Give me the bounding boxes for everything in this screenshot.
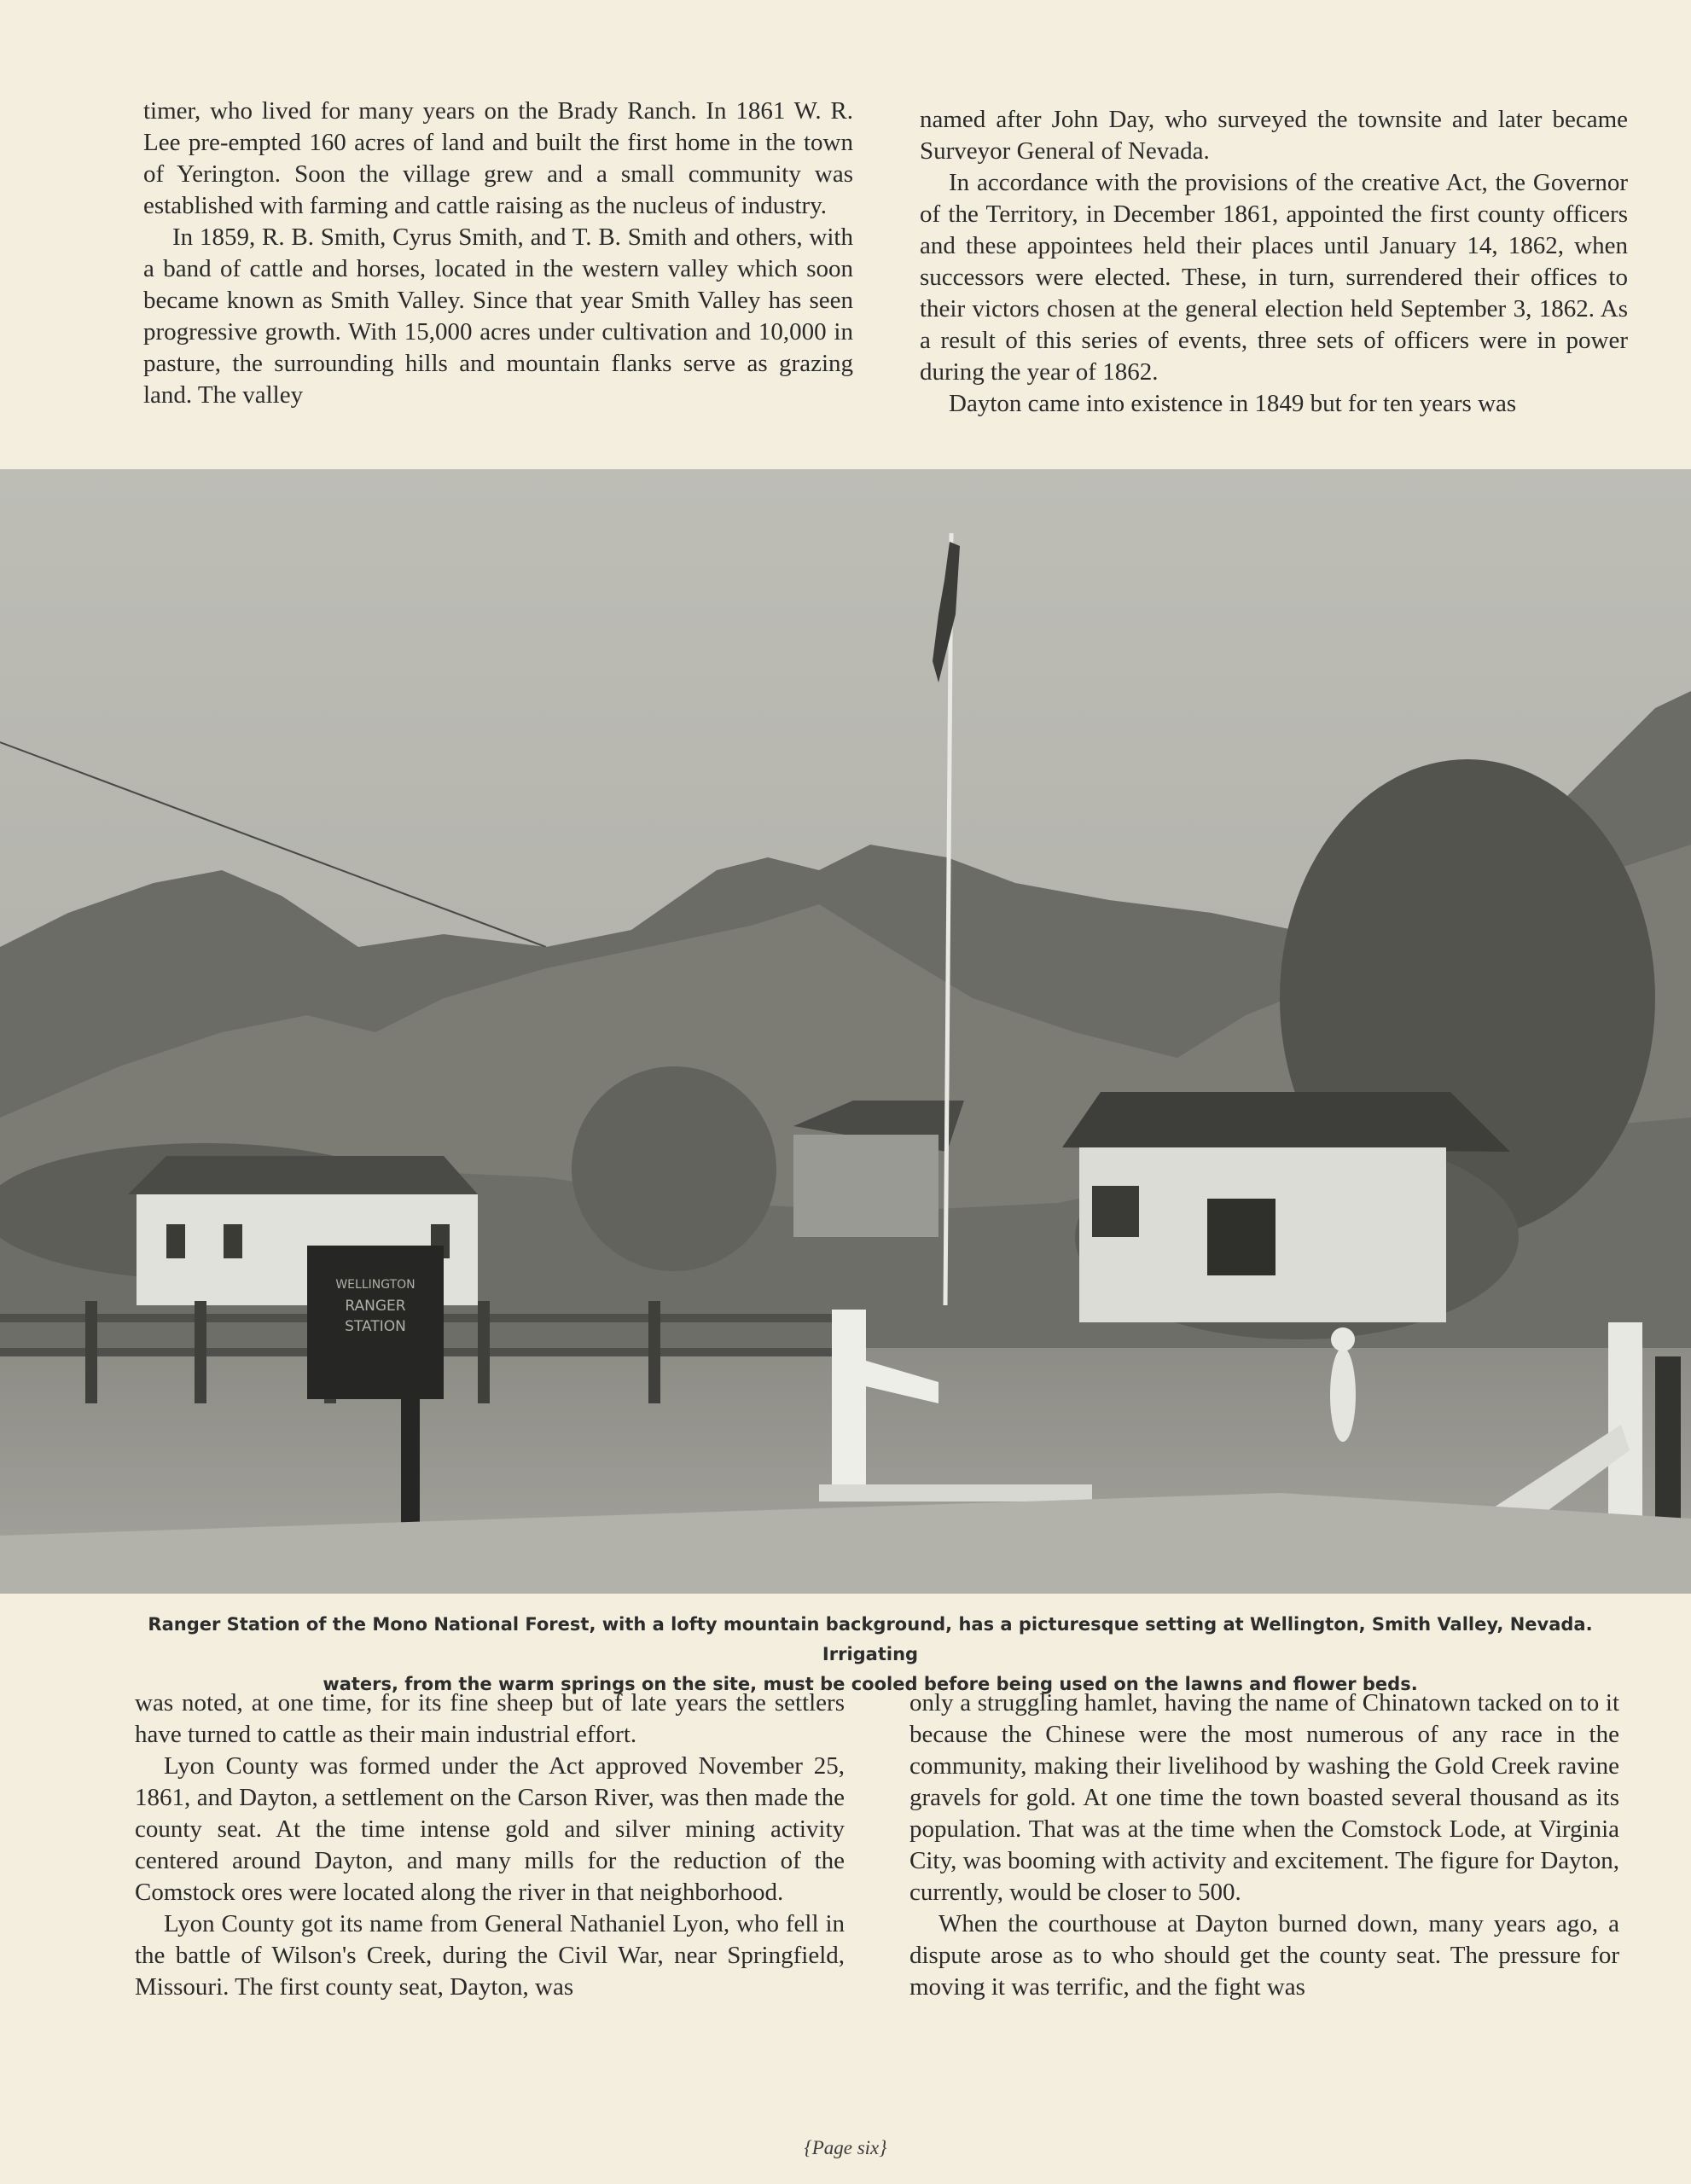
gate-post <box>832 1310 866 1497</box>
paragraph: In 1859, R. B. Smith, Cyrus Smith, and T. B. Smith and others, with a band of cattle and horses, located in the western valley which soon became known as Smith Valley. Since that year Smith Valley has seen progressive growth. With 15,000 acres under cultivation and 10,000 in pasture, the surrounding hills and mountain flanks serve as grazing land. The valley <box>143 224 853 409</box>
building-roof <box>1062 1092 1510 1152</box>
child-head <box>1331 1327 1355 1351</box>
trees <box>572 1066 776 1271</box>
paragraph: Lyon County got its name from General Nathaniel Lyon, who fell in the battle of Wilson's Creek, during the Civil War, near Springfield, Missouri. The first county seat, Dayton, was <box>135 1910 845 2001</box>
building-roof <box>128 1156 478 1194</box>
sign-text: RANGER <box>345 1298 406 1315</box>
page-number: {Page six} <box>804 2137 887 2158</box>
building <box>793 1135 938 1237</box>
caption-line: Ranger Station of the Mono National Forest, with a lofty mountain background, has a picturesque setting at Wellington, Smith Valley, Nevada. Irrigating <box>148 1614 1593 1664</box>
top-left-column <box>143 96 853 411</box>
window <box>166 1224 185 1258</box>
window <box>224 1224 242 1258</box>
top-right-column <box>920 104 1628 420</box>
paragraph: timer, who lived for many years on the Brady Ranch. In 1861 W. R. Lee pre-empted 160 acres of land and built the first home in the town of Yerington. Soon the village grew and a small community was established with farming and cattle raising as the nucleus of industry. <box>143 97 853 219</box>
sign-post <box>401 1391 420 1544</box>
photo-caption <box>102 1610 1638 1699</box>
gate-base <box>819 1484 1092 1502</box>
caption-line: waters, from the warm springs on the site, must be cooled before being used on the lawns and flower beds. <box>323 1674 1418 1694</box>
paragraph: In accordance with the provisions of the creative Act, the Governor of the Territory, in December 1861, appointed the first county officers and these appointees held their places until January 14, 1862, when successors were elected. These, in turn, surrendered their offices to their victors chosen at the general election held September 3, 1862. As a result of this series of events, three sets of officers were in power during the year of 1862. <box>920 169 1628 386</box>
paragraph: Dayton came into existence in 1849 but for ten years was <box>949 390 1517 417</box>
bottom-left-column <box>135 1687 845 2003</box>
fence-post <box>1655 1356 1681 1536</box>
paragraph: named after John Day, who surveyed the townsite and later became Surveyor General of Nevada. <box>920 106 1628 165</box>
sign-text: STATION <box>345 1318 406 1335</box>
sign-text: WELLINGTON <box>335 1278 415 1292</box>
paragraph: Lyon County was formed under the Act approved November 25, 1861, and Dayton, a settlement on the Carson River, was then made the county seat. At the time intense gold and silver mining activity centered around Dayton, and many mills for the reduction of the Comstock ores were located along the river in that neighborhood. <box>135 1752 845 1906</box>
paragraph: only a struggling hamlet, having the name of Chinatown tacked on to it because the Chinese were the most numerous of any race in the community, making their livelihood by washing the Gold Creek ravine gravels for gold. At one time the town boasted several thousand as its population. That was at the time when the Comstock Lode, at Virginia City, was booming with activity and excitement. The figure for Dayton, currently, would be closer to 500. <box>909 1689 1619 1906</box>
paragraph: was noted, at one time, for its fine sheep but of late years the settlers have turned to cattle as their main industrial effort. <box>135 1689 845 1748</box>
child-figure <box>1330 1348 1356 1442</box>
ranger-station-photo <box>0 469 1691 1594</box>
window <box>1207 1199 1276 1275</box>
window <box>1092 1186 1139 1237</box>
paragraph: When the courthouse at Dayton burned down, many years ago, a dispute arose as to who should get the county seat. The pressure for moving it was terrific, and the fight was <box>909 1910 1619 2001</box>
bottom-right-column <box>909 1687 1619 2003</box>
